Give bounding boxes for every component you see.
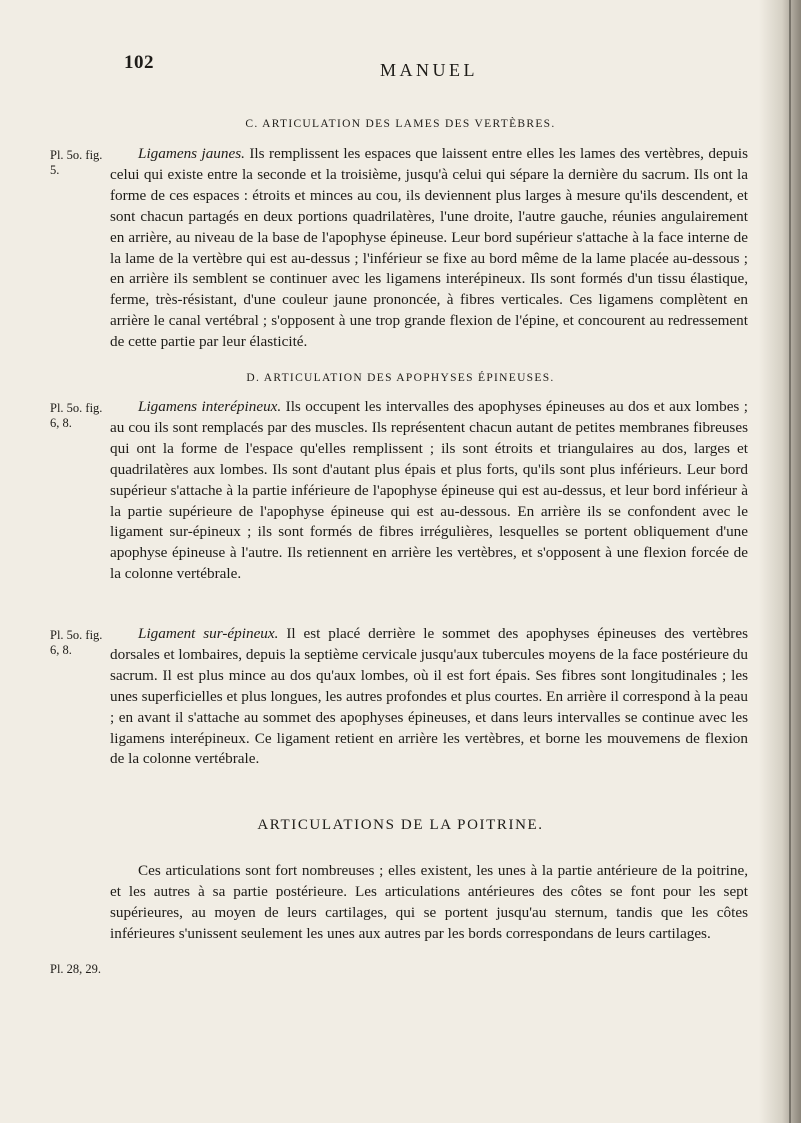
page-edge-shadow <box>759 0 801 1123</box>
margin-reference-d: Pl. 5o. fig. 6, 8. <box>50 401 103 430</box>
running-head: MANUEL <box>380 60 478 80</box>
page-number: 102 <box>124 52 154 73</box>
margin-reference-sur-epineux: Pl. 5o. fig. 6, 8. <box>50 628 103 657</box>
paragraph-text: Ils occupent les intervalles des apophyses épineuses au dos et aux lombes ; au cou ils sont remplacés par des muscles. Ils représentent chacun autant de petites membranes fibreuses qui ont la forme de l'espace qu'elles remplissent ; ils sont étroits et triangulaires au dos, larges et quadrilatères aux lombes. Ils sont d'autant plus épais et plus forts, qu'ils sont plus inférieurs. Leur bord supérieur s'attache à la partie inférieure de l'apophyse épineuse qui est au-dessus, et leur bord inférieur à la partie supérieure de l'apophyse épineuse qui est au-dessous. En arrière ils se confondent avec le ligament sur-épineux ; ils sont formés de fibres irrégulières, lesquelles se portent obliquement d'une apophyse épineuse à l'autre. Ils retiennent en arrière les vertèbres, et s'opposent à une flexion forcée de la colonne vertébrale. <box>110 398 748 583</box>
lead-term: Ligamens jaunes. <box>138 145 245 162</box>
paragraph-ligament-sur-epineux <box>110 624 748 770</box>
paragraph-poitrine: Ces articulations sont fort nombreuses ; elles existent, les unes à la partie antérieure de la poitrine, et les autres à sa partie postérieure. Les articulations antérieures des côtes se font pour les sept supérieures, au moyen de leurs cartilages, qui se portent jusqu'au sternum, tandis que les côtes inférieures s'unissent seulement les unes aux autres par les bords correspondans de leurs cartilages. <box>110 862 748 942</box>
chapter-title: ARTICULATIONS DE LA POITRINE. <box>257 817 544 833</box>
paragraph-ligamens-interepineux <box>110 397 748 585</box>
section-title-c: C. ARTICULATION DES LAMES DES VERTÈBRES. <box>245 118 556 130</box>
margin-reference-c: Pl. 5o. fig. 5. <box>50 148 103 177</box>
paragraph-text: Il est placé derrière le sommet des apophyses épineuses des vertèbres dorsales et lombaires, depuis la septième cervicale jusqu'aux tubercules moyens de la face postérieure du sacrum. Il est plus mince au dos qu'aux lombes, où il est fort épais. Ses fibres sont longitudinales ; les unes superficielles et plus longues, les autres profondes et plus courtes. En arrière il correspond à la peau ; en avant il s'attache au sommet des apophyses épineuses, et dans leurs intervalles se continue avec les ligamens interépineux. Ce ligament retient en arrière les vertèbres, et borne les mouvemens de flexion de la colonne vertébrale. <box>110 625 748 768</box>
paragraph-ligamens-jaunes <box>110 144 748 353</box>
lead-term: Ligamens interépineux. <box>138 398 282 415</box>
lead-term: Ligament sur-épineux. <box>138 625 279 642</box>
page-edge-line <box>789 0 791 1123</box>
paragraph-text: Ils remplissent les espaces que laissent entre elles les lames des vertèbres, depuis celui qui existe entre la seconde et la troisième, jusqu'à celui qui sépare la dernière du sacrum. Ils ont la forme de ces espaces : étroits et minces au cou, ils deviennent plus larges à mesure qu'ils descendent, et sont chacun partagés en deux portions quadrilatères, l'une droite, l'autre gauche, réunies angulairement en arrière, au niveau de la base de l'apophyse épineuse. Leur bord supérieur s'attache à la face interne de la lame de la vertèbre qui est au-dessus ; l'inférieur se fixe au bord même de la lame placée au-dessous ; en arrière ils semblent se continuer avec les ligamens interépineux. Ils sont formés d'un tissu élastique, ferme, très-résistant, d'une couleur jaune prononcée, à fibres verticales. Ces ligamens complètent en arrière le canal vertébral ; s'opposent à une trop grande flexion de l'épine, et concourent au redressement de cette partie par leur élasticité. <box>110 145 749 351</box>
margin-reference-poitrine: Pl. 28, 29. <box>50 962 102 976</box>
section-title-d: D. ARTICULATION DES APOPHYSES ÉPINEUSES. <box>246 372 555 384</box>
